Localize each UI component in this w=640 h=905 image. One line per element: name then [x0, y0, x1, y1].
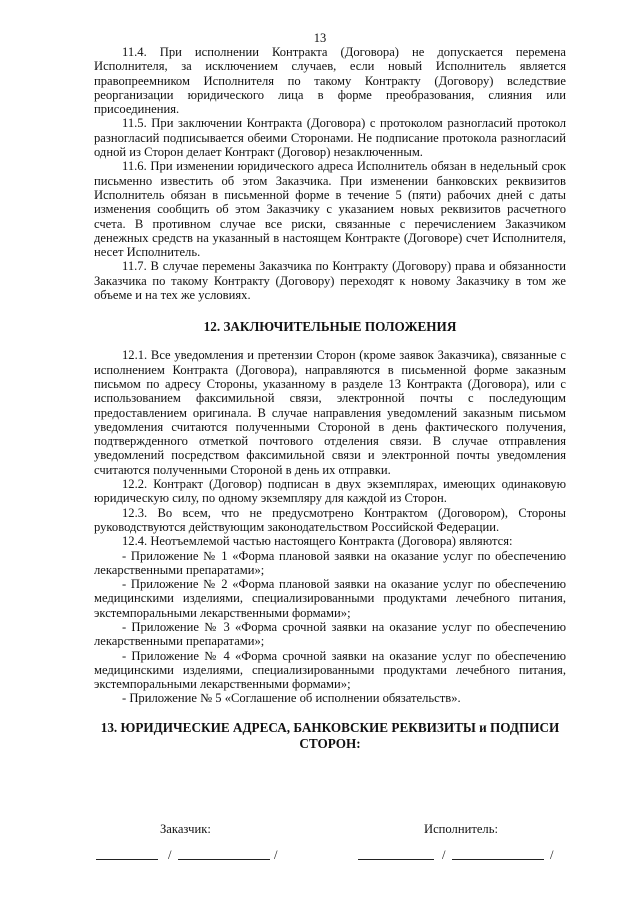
clause-12-3: 12.3. Во всем, что не предусмотрено Контрактом (Договором), Стороны руководствуются действующим законодательством Российской Федерации. [94, 505, 566, 534]
clause-11-7: 11.7. В случае перемены Заказчика по Контракту (Договору) права и обязанности Заказчика по такому Контракту (Договору) переходят к новому Заказчику в том же объеме и на тех же условиях. [94, 259, 566, 303]
contractor-slash: / [442, 848, 446, 862]
contractor-slash-end: / [550, 848, 554, 862]
contractor-label: Исполнитель: [424, 822, 498, 836]
appendix-1: - Приложение № 1 «Форма плановой заявки на оказание услуг по обеспечению лекарственными препаратами»; [94, 548, 566, 577]
appendix-5: - Приложение № 5 «Соглашение об исполнении обязательств». [122, 691, 461, 706]
customer-slash-end: / [274, 848, 278, 862]
section-13-title-line2: СТОРОН: [299, 735, 361, 751]
clause-12-1: 12.1. Все уведомления и претензии Сторон (кроме заявок Заказчика), связанные с исполнением Контракта (Договора), направляются в письменной форме заказным письмом по адресу Стороны, указанному в разделе 13 Контракта (Договора), или с использованием факсимильной связи, электронной почты с последующим предоставлением оригинала. В случае направления уведомлений заказным письмом уведомления считаются полученными Стороной в день фактического получения, подтвержденного отметкой почтового отделения связи. В случае отправления уведомлений посредством факсимильной связи и электронной почты уведомления считаются полученными Стороной в день их отправки. [94, 348, 566, 477]
clause-11-6: 11.6. При изменении юридического адреса Исполнитель обязан в недельный срок письменно известить об этом Заказчика. При изменении банковских реквизитов Исполнитель обязан в письменной форме в течение 5 (пяти) рабочих дней с даты изменения сообщить об этом Заказчику с указанием новых реквизитов расчетного счета. В противном случае все риски, связанные с перечислением Заказчиком денежных средств на указанный в настоящем Контракте (Договоре) счет Исполнителя, несет Исполнитель. [94, 159, 566, 260]
customer-label: Заказчик: [160, 822, 211, 836]
customer-name-line [178, 859, 270, 860]
section-12-title: 12. ЗАКЛЮЧИТЕЛЬНЫЕ ПОЛОЖЕНИЯ [203, 319, 457, 335]
section-13-title [94, 720, 566, 752]
clause-12-4: 12.4. Неотъемлемой частью настоящего Контракта (Договора) являются: [122, 534, 513, 549]
customer-slash: / [168, 848, 172, 862]
appendix-2: - Приложение № 2 «Форма плановой заявки на оказание услуг по обеспечению медицинскими изделиями, специализированными продуктами лечебного питания, экстемпоральными лекарственными формами»; [94, 577, 566, 620]
section-13-title-line1: 13. ЮРИДИЧЕСКИЕ АДРЕСА, БАНКОВСКИЕ РЕКВИЗИТЫ и ПОДПИСИ [100, 719, 560, 735]
signature-labels [0, 822, 640, 842]
document-body [94, 45, 566, 752]
clause-11-5: 11.5. При заключении Контракта (Договора) с протоколом разногласий протокол разногласий подписывается обеими Сторонами. Не подписание протокола разногласий одной из Сторон делает Контракт (Договор) незаключенным. [94, 116, 566, 160]
appendix-4: - Приложение № 4 «Форма срочной заявки на оказание услуг по обеспечению медицинскими изделиями, специализированными продуктами лечебного питания, экстемпоральными лекарственными формами»; [94, 648, 566, 692]
customer-signature-line [96, 859, 158, 860]
contractor-signature-line [358, 859, 434, 860]
signature-lines [0, 848, 640, 864]
page-number: 13 [313, 31, 327, 45]
contractor-name-line [452, 859, 544, 860]
clause-12-2: 12.2. Контракт (Договор) подписан в двух экземплярах, имеющих одинаковую юридическую силу, по одному экземпляру для каждой из Сторон. [94, 477, 566, 506]
clause-11-4: 11.4. При исполнении Контракта (Договора) не допускается перемена Исполнителя, за исключением случаев, если новый Исполнитель является правопреемником Исполнителя по такому Контракту (Договору) вследствие реорганизации юридического лица в форме преобразования, слияния или присоединения. [94, 45, 566, 117]
appendix-3: - Приложение № 3 «Форма срочной заявки на оказание услуг по обеспечению лекарственными препаратами»; [94, 619, 566, 649]
